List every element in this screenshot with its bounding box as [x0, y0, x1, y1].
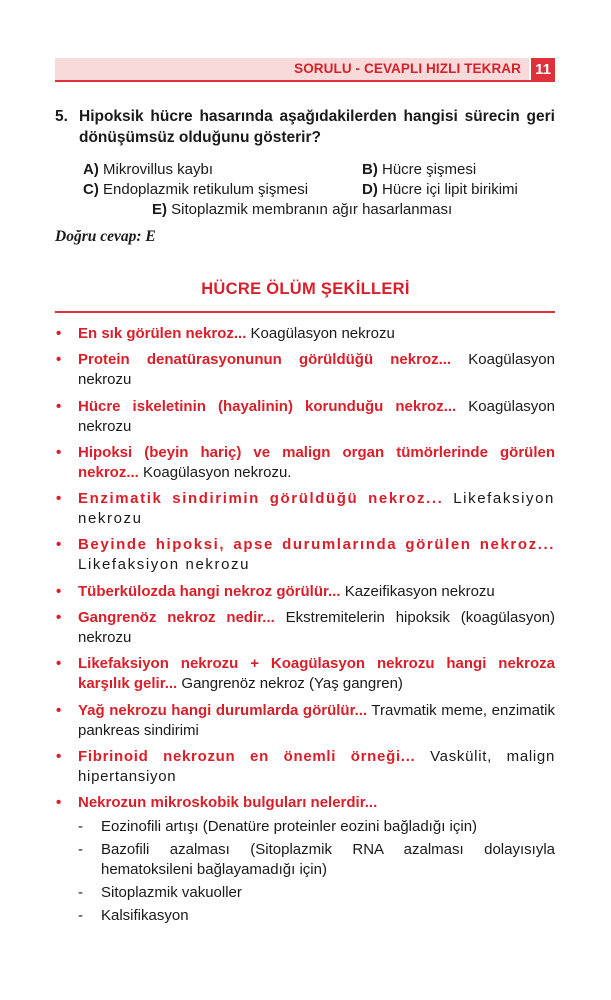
- sub-list-item: [78, 817, 555, 837]
- option-text: Hücre şişmesi: [382, 161, 477, 178]
- option-letter: A): [83, 161, 99, 178]
- option-b: [362, 160, 476, 179]
- bullet-icon: •: [56, 794, 62, 812]
- list-item: [55, 324, 555, 344]
- item-question: En sık görülen nekroz...: [78, 325, 247, 342]
- list-item: [55, 582, 555, 602]
- option-text: Sitoplazmik membranın ağır hasarlanması: [171, 201, 453, 218]
- list-item: [55, 747, 555, 787]
- page-number: 11: [531, 58, 555, 82]
- item-answer: Koagülasyon nekrozu: [78, 351, 555, 389]
- section-title: HÜCRE ÖLÜM ŞEKİLLERİ: [201, 280, 410, 298]
- option-letter: D): [362, 181, 378, 198]
- item-answer: Koagülasyon nekrozu: [78, 397, 555, 435]
- option-letter: B): [362, 161, 378, 178]
- option-text: Endoplazmik retikulum şişmesi: [103, 181, 309, 198]
- option-text: Mikrovillus kaybı: [103, 161, 214, 178]
- bullet-icon: •: [56, 609, 62, 627]
- list-item: [55, 535, 555, 575]
- item-question: Beyinde hipoksi, apse durumlarında görülen nekroz...: [78, 536, 555, 554]
- item-answer: Koagülasyon nekrozu: [246, 325, 395, 342]
- dash-icon: -: [78, 884, 83, 902]
- item-question: Yağ nekrozu hangi durumlarda görülür...: [78, 701, 368, 719]
- sub-item-text: Sitoplazmik vakuoller: [101, 884, 242, 902]
- item-question: Protein denatürasyonunun görüldüğü nekroz...: [78, 351, 452, 369]
- section-rule: [55, 311, 555, 313]
- bullet-icon: •: [56, 325, 62, 342]
- item-question: Fibrinoid nekrozun en önemli örneği...: [78, 747, 416, 765]
- option-letter: C): [83, 181, 99, 198]
- header-rule: [55, 80, 555, 82]
- item-question: Tüberkülozda hangi nekroz görülür...: [78, 582, 341, 600]
- item-answer: Ekstremitelerin hipoksik (koagülasyon) nekrozu: [78, 609, 555, 647]
- dash-icon: -: [78, 907, 83, 925]
- item-answer: Vaskülit, malign hipertansiyon: [78, 747, 556, 785]
- list-item: [55, 443, 555, 483]
- bullet-icon: •: [56, 397, 62, 415]
- question-text: Hipoksik hücre hasarında aşağıdakilerden hangisi sürecin geri dönüşümsüz olduğunu gösterir?: [79, 108, 555, 146]
- sub-list-item: [78, 883, 555, 903]
- microscopic-findings-list: [78, 817, 555, 926]
- list-item: [55, 489, 555, 529]
- sub-list-item: [78, 840, 555, 880]
- option-d: [362, 180, 518, 199]
- option-e: [152, 200, 452, 219]
- list-item: [55, 397, 555, 437]
- sub-item-text: Kalsifikasyon: [101, 907, 189, 925]
- option-c: [83, 180, 308, 199]
- nekroz-list: [55, 324, 555, 933]
- bullet-icon: •: [56, 655, 62, 673]
- item-answer: Kazeifikasyon nekrozu: [340, 582, 495, 600]
- bullet-icon: •: [56, 536, 63, 554]
- bullet-icon: •: [56, 582, 62, 600]
- item-answer: Likefaksiyon nekrozu: [78, 556, 251, 574]
- correct-answer: Doğru cevap: E: [55, 228, 156, 245]
- item-question: Likefaksiyon nekrozu + Koagülasyon nekrozu hangi nekroza karşılık gelir...: [78, 655, 555, 693]
- item-question: Hipoksi (beyin hariç) ve malign organ tümörlerinde görülen nekroz...: [78, 443, 555, 481]
- sub-list-item: [78, 906, 555, 926]
- option-text: Hücre içi lipit birikimi: [382, 181, 518, 198]
- item-question: Gangrenöz nekroz nedir...: [78, 609, 275, 627]
- bullet-icon: •: [56, 443, 62, 461]
- item-question: Hücre iskeletinin (hayalinin) korunduğu nekroz...: [78, 397, 457, 415]
- sub-item-text: Bazofili azalması (Sitoplazmik RNA azalması dolayısıyla hematoksileni bağlayamadığı için): [101, 841, 555, 879]
- list-item: [55, 654, 555, 694]
- running-header: [55, 58, 555, 82]
- list-item: [55, 350, 555, 390]
- question-number: 5.: [55, 108, 68, 125]
- bullet-icon: •: [56, 747, 62, 765]
- item-question: Enzimatik sindirimin görüldüğü nekroz...: [78, 490, 444, 508]
- list-item: [55, 608, 555, 648]
- sub-item-text: Eozinofili artışı (Denatüre proteinler eozini bağladığı için): [101, 818, 478, 836]
- option-a: [83, 160, 213, 179]
- bullet-icon: •: [56, 351, 62, 369]
- item-answer: Travmatik meme, enzimatik pankreas sindirimi: [78, 701, 555, 739]
- bullet-icon: •: [56, 701, 62, 719]
- item-answer: Likefaksiyon nekrozu: [78, 490, 555, 528]
- bullet-icon: •: [56, 490, 63, 508]
- list-item: [55, 701, 555, 741]
- question: [55, 106, 555, 148]
- dash-icon: -: [78, 841, 83, 859]
- option-letter: E): [152, 201, 167, 218]
- item-question: Nekrozun mikroskobik bulguları nelerdir...: [78, 794, 378, 812]
- list-item: [55, 793, 555, 926]
- item-answer: Gangrenöz nekroz (Yaş gangren): [177, 675, 403, 693]
- header-title: SORULU - CEVAPLI HIZLI TEKRAR: [294, 61, 521, 76]
- item-answer: Koagülasyon nekrozu.: [138, 463, 292, 481]
- dash-icon: -: [78, 818, 83, 836]
